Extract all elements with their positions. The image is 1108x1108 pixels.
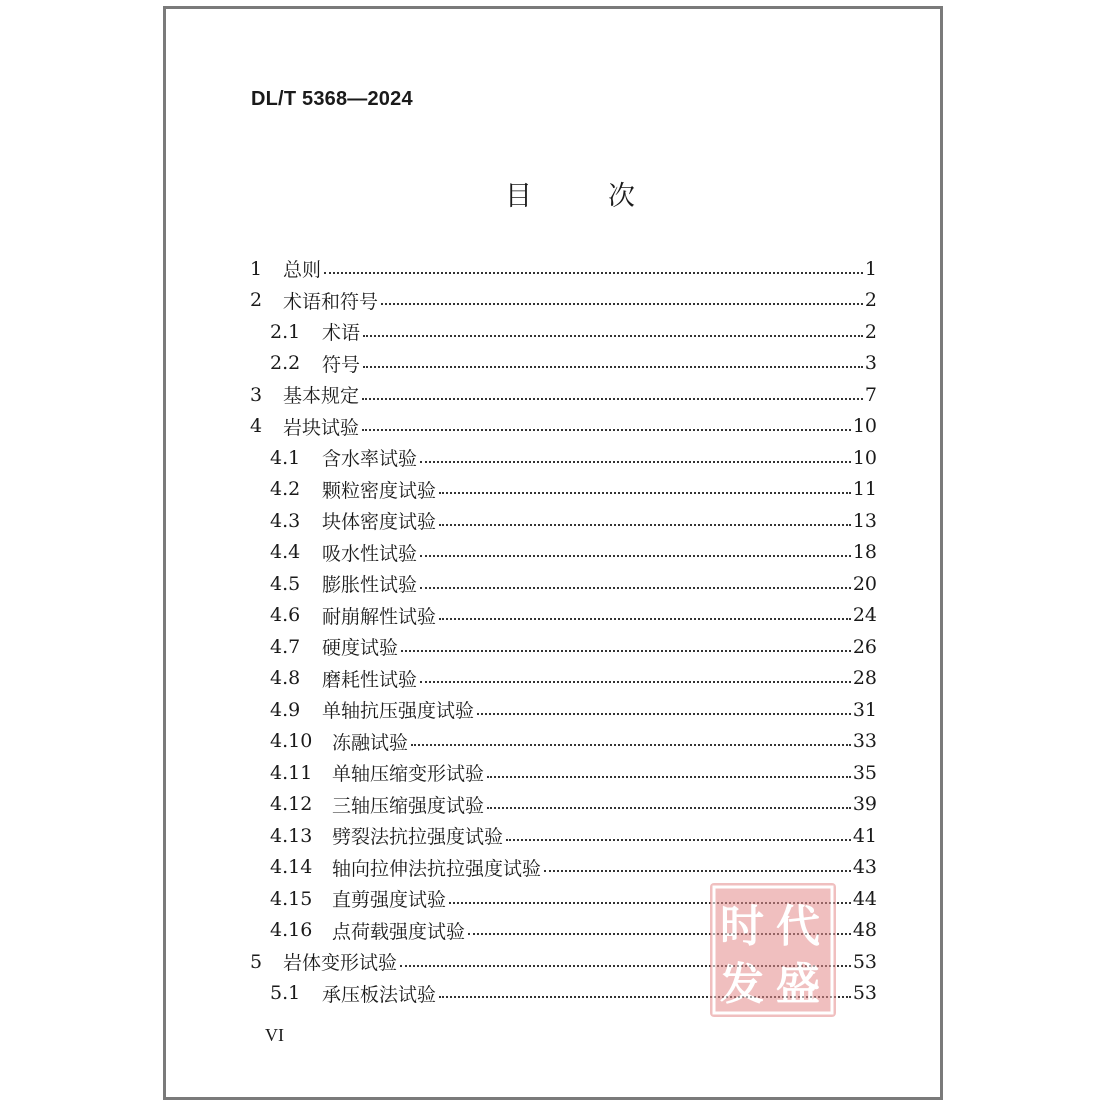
toc-entry-page: 10 xyxy=(852,446,877,469)
toc-entry-number: 1 xyxy=(250,257,263,280)
toc-leader-dots xyxy=(362,398,863,400)
toc-entry[interactable] xyxy=(250,411,877,443)
toc-leader-dots xyxy=(420,461,851,463)
toc-entry-label: 单轴抗压强度试验 xyxy=(322,700,475,723)
toc-leader-dots xyxy=(506,839,851,841)
toc-entry-page: 26 xyxy=(852,635,877,658)
svg-text:盛: 盛 xyxy=(776,959,820,1010)
toc-entry-number: 4.11 xyxy=(270,761,313,784)
toc-entry-label: 基本规定 xyxy=(283,385,360,408)
toc-entry[interactable] xyxy=(250,474,877,506)
toc-entry-number: 4.13 xyxy=(270,824,313,847)
toc-entry-page: 44 xyxy=(852,887,877,910)
toc-entry-number: 2.2 xyxy=(270,352,301,375)
toc-entry-label: 劈裂法抗拉强度试验 xyxy=(332,826,504,849)
svg-text:时: 时 xyxy=(720,901,764,952)
toc-entry-label: 符号 xyxy=(322,353,361,376)
toc-entry-label: 承压板法试验 xyxy=(322,983,437,1006)
toc-leader-dots xyxy=(477,713,851,715)
standard-code: DL/T 5368—2024 xyxy=(251,88,413,110)
toc-entry-number: 5 xyxy=(250,950,263,973)
toc-entry-number: 4 xyxy=(250,415,263,438)
toc-entry[interactable] xyxy=(250,820,877,852)
toc-title-char-2: 次 xyxy=(608,181,635,212)
toc-entry-number: 4.7 xyxy=(270,635,301,658)
toc-entry-page: 43 xyxy=(852,856,877,879)
toc-entry-page: 7 xyxy=(864,383,877,406)
toc-entry[interactable] xyxy=(250,757,877,789)
toc-entry-number: 4.6 xyxy=(270,604,301,627)
toc-leader-dots xyxy=(363,366,863,368)
toc-entry-number: 2 xyxy=(250,289,263,312)
toc-entry-label: 吸水性试验 xyxy=(322,542,418,565)
toc-entry[interactable] xyxy=(250,285,877,317)
toc-title-char-1: 目 xyxy=(505,181,532,212)
toc-entry-label: 术语 xyxy=(322,322,361,345)
toc-leader-dots xyxy=(420,681,851,683)
toc-entry[interactable] xyxy=(250,726,877,758)
toc-leader-dots xyxy=(439,524,851,526)
toc-leader-dots xyxy=(487,807,851,809)
toc-entry-page: 11 xyxy=(852,478,877,501)
toc-leader-dots xyxy=(420,555,851,557)
toc-entry-label: 岩体变形试验 xyxy=(283,952,398,975)
toc-entry-label: 冻融试验 xyxy=(332,731,409,754)
toc-entry-label: 耐崩解性试验 xyxy=(322,605,437,628)
toc-leader-dots xyxy=(363,335,863,337)
toc-entry-page: 24 xyxy=(852,604,877,627)
toc-entry-number: 4.8 xyxy=(270,667,301,690)
toc-entry-label: 颗粒密度试验 xyxy=(322,479,437,502)
toc-entry-number: 4.15 xyxy=(270,887,313,910)
toc-leader-dots xyxy=(324,272,863,274)
toc-entry[interactable] xyxy=(250,537,877,569)
toc-entry-label: 单轴压缩变形试验 xyxy=(332,763,485,786)
toc-entry-page: 3 xyxy=(864,352,877,375)
toc-entry-label: 点荷载强度试验 xyxy=(332,920,466,943)
toc-entry[interactable] xyxy=(250,316,877,348)
toc-entry-label: 三轴压缩强度试验 xyxy=(332,794,485,817)
toc-entry-page: 18 xyxy=(852,541,877,564)
toc-entry-page: 2 xyxy=(864,320,877,343)
toc-entry-number: 4.9 xyxy=(270,698,301,721)
watermark-seal xyxy=(710,883,836,1017)
toc-entry-number: 4.4 xyxy=(270,541,301,564)
toc-entry-number: 5.1 xyxy=(270,982,301,1005)
toc-entry-number: 4.3 xyxy=(270,509,301,532)
toc-entry-page: 1 xyxy=(864,257,877,280)
toc-entry[interactable] xyxy=(250,379,877,411)
seal-graphic xyxy=(710,883,836,1017)
toc-entry-label: 总则 xyxy=(283,259,322,282)
toc-entry-number: 2.1 xyxy=(270,320,301,343)
svg-text:发: 发 xyxy=(720,959,764,1010)
toc-entry-label: 岩块试验 xyxy=(283,416,360,439)
toc-entry[interactable] xyxy=(250,253,877,285)
toc-entry-label: 块体密度试验 xyxy=(322,511,437,534)
toc-entry-page: 20 xyxy=(852,572,877,595)
toc-entry-page: 28 xyxy=(852,667,877,690)
toc-entry-page: 53 xyxy=(852,950,877,973)
toc-title xyxy=(505,174,635,213)
toc-entry-page: 13 xyxy=(852,509,877,532)
toc-entry-page: 33 xyxy=(852,730,877,753)
toc-entry-number: 4.1 xyxy=(270,446,301,469)
toc-entry-page: 41 xyxy=(852,824,877,847)
toc-entry-page: 48 xyxy=(852,919,877,942)
toc-entry-number: 4.5 xyxy=(270,572,301,595)
toc-entry-page: 39 xyxy=(852,793,877,816)
toc-entry-number: 4.12 xyxy=(270,793,313,816)
toc-entry-page: 2 xyxy=(864,289,877,312)
toc-entry-label: 含水率试验 xyxy=(322,448,418,471)
toc-entry-number: 4.2 xyxy=(270,478,301,501)
toc-entry-number: 4.16 xyxy=(270,919,313,942)
toc-entry[interactable] xyxy=(250,348,877,380)
toc-entry[interactable] xyxy=(250,442,877,474)
toc-entry-label: 术语和符号 xyxy=(283,290,379,313)
toc-entry-number: 4.14 xyxy=(270,856,313,879)
toc-entry-label: 膨胀性试验 xyxy=(322,574,418,597)
toc-leader-dots xyxy=(487,776,851,778)
toc-leader-dots xyxy=(401,650,851,652)
toc-entry-number: 4.10 xyxy=(270,730,313,753)
svg-text:代: 代 xyxy=(776,901,820,952)
toc-leader-dots xyxy=(544,870,851,872)
toc-entry[interactable] xyxy=(250,852,877,884)
toc-entry[interactable] xyxy=(250,694,877,726)
toc-leader-dots xyxy=(439,492,851,494)
toc-entry-page: 31 xyxy=(852,698,877,721)
toc-entry-label: 磨耗性试验 xyxy=(322,668,418,691)
toc-entry[interactable] xyxy=(250,505,877,537)
toc-leader-dots xyxy=(439,618,851,620)
toc-entry[interactable] xyxy=(250,568,877,600)
toc-entry-page: 10 xyxy=(852,415,877,438)
toc-entry[interactable] xyxy=(250,631,877,663)
toc-entry-label: 直剪强度试验 xyxy=(332,889,447,912)
toc-entry[interactable] xyxy=(250,600,877,632)
toc-entry-label: 硬度试验 xyxy=(322,637,399,660)
toc-entry-page: 53 xyxy=(852,982,877,1005)
page-number: VI xyxy=(265,1025,284,1045)
toc-leader-dots xyxy=(420,587,851,589)
toc-entry[interactable] xyxy=(250,663,877,695)
toc-entry-number: 3 xyxy=(250,383,263,406)
toc-entry[interactable] xyxy=(250,789,877,821)
toc-leader-dots xyxy=(362,429,851,431)
toc-leader-dots xyxy=(381,303,863,305)
toc-entry-page: 35 xyxy=(852,761,877,784)
toc-leader-dots xyxy=(411,744,851,746)
toc-entry-label: 轴向拉伸法抗拉强度试验 xyxy=(332,857,542,880)
